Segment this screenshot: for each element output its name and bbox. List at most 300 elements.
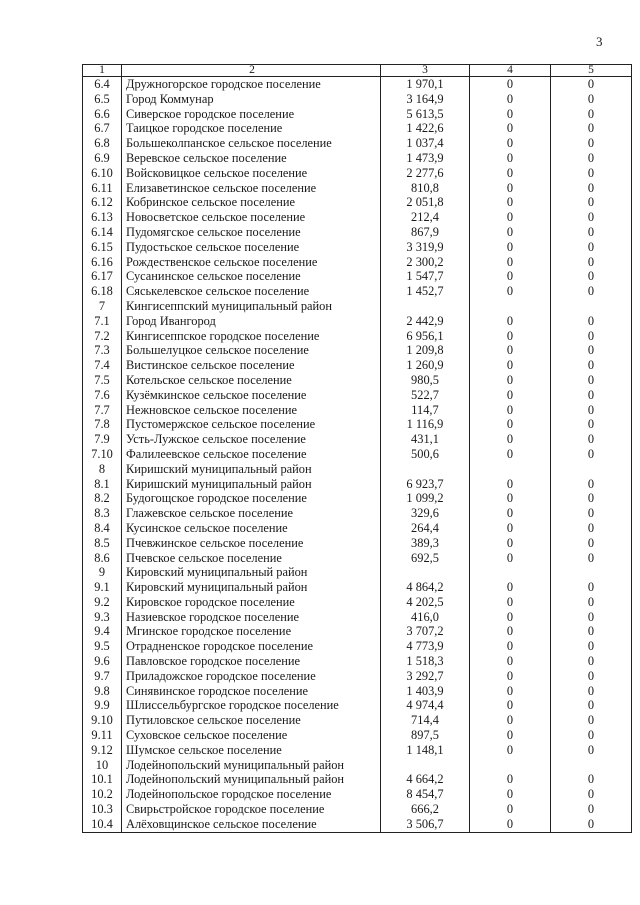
table-row xyxy=(83,358,632,373)
settlement-name: Свирьстройское городское поселение xyxy=(122,802,381,817)
amount: 8 454,7 xyxy=(381,787,470,802)
col4-value: 0 xyxy=(470,210,551,225)
table-row xyxy=(83,698,632,713)
col5-value: 0 xyxy=(551,802,632,817)
amount: 714,4 xyxy=(381,713,470,728)
col5-value xyxy=(551,758,632,773)
settlement-name: Кировский муниципальный район xyxy=(122,580,381,595)
row-number: 7 xyxy=(83,299,122,314)
col5-value: 0 xyxy=(551,595,632,610)
table-row xyxy=(83,195,632,210)
amount: 4 864,2 xyxy=(381,580,470,595)
col4-value: 0 xyxy=(470,743,551,758)
amount: 692,5 xyxy=(381,551,470,566)
table-row xyxy=(83,92,632,107)
row-number: 7.5 xyxy=(83,373,122,388)
settlement-name: Будогощское городское поселение xyxy=(122,491,381,506)
row-number: 10.1 xyxy=(83,772,122,787)
table-row xyxy=(83,491,632,506)
table-row xyxy=(83,624,632,639)
row-number: 7.3 xyxy=(83,343,122,358)
row-number: 6.5 xyxy=(83,92,122,107)
row-number: 6.11 xyxy=(83,181,122,196)
col4-value: 0 xyxy=(470,343,551,358)
table-row xyxy=(83,758,632,773)
amount: 2 300,2 xyxy=(381,255,470,270)
amount: 389,3 xyxy=(381,536,470,551)
table-row xyxy=(83,580,632,595)
table-row xyxy=(83,136,632,151)
table-row xyxy=(83,284,632,299)
col4-value: 0 xyxy=(470,403,551,418)
amount xyxy=(381,462,470,477)
table-row xyxy=(83,107,632,122)
header-col-1: 1 xyxy=(83,65,122,77)
col4-value: 0 xyxy=(470,240,551,255)
col5-value: 0 xyxy=(551,225,632,240)
col5-value: 0 xyxy=(551,447,632,462)
settlement-name: Глажевское сельское поселение xyxy=(122,506,381,521)
settlement-name: Путиловское сельское поселение xyxy=(122,713,381,728)
settlement-name: Котельское сельское поселение xyxy=(122,373,381,388)
row-number: 8 xyxy=(83,462,122,477)
col4-value xyxy=(470,565,551,580)
col5-value: 0 xyxy=(551,669,632,684)
col5-value: 0 xyxy=(551,787,632,802)
settlement-name: Кингисеппское городское поселение xyxy=(122,329,381,344)
settlement-name: Синявинское городское поселение xyxy=(122,684,381,699)
row-number: 7.8 xyxy=(83,417,122,432)
amount: 264,4 xyxy=(381,521,470,536)
row-number: 6.9 xyxy=(83,151,122,166)
col4-value: 0 xyxy=(470,269,551,284)
col5-value: 0 xyxy=(551,432,632,447)
settlement-name: Лодейнопольский муниципальный район xyxy=(122,758,381,773)
row-number: 7.10 xyxy=(83,447,122,462)
row-number: 7.2 xyxy=(83,329,122,344)
settlement-name: Сяськелевское сельское поселение xyxy=(122,284,381,299)
col5-value: 0 xyxy=(551,551,632,566)
row-number: 9.1 xyxy=(83,580,122,595)
settlement-name: Новосветское сельское поселение xyxy=(122,210,381,225)
col5-value: 0 xyxy=(551,284,632,299)
settlement-name: Сусанинское сельское поселение xyxy=(122,269,381,284)
col5-value: 0 xyxy=(551,580,632,595)
table-row xyxy=(83,639,632,654)
col5-value: 0 xyxy=(551,181,632,196)
settlement-name: Шумское сельское поселение xyxy=(122,743,381,758)
col4-value: 0 xyxy=(470,506,551,521)
row-number: 10.3 xyxy=(83,802,122,817)
amount: 431,1 xyxy=(381,432,470,447)
table-header-row xyxy=(83,65,632,77)
settlement-name: Большеколпанское сельское поселение xyxy=(122,136,381,151)
amount: 1 148,1 xyxy=(381,743,470,758)
amount: 1 518,3 xyxy=(381,654,470,669)
amount: 2 277,6 xyxy=(381,166,470,181)
settlement-name: Алёховщинское сельское поселение xyxy=(122,817,381,832)
col4-value xyxy=(470,299,551,314)
table-row xyxy=(83,432,632,447)
col4-value: 0 xyxy=(470,432,551,447)
amount: 212,4 xyxy=(381,210,470,225)
settlement-name: Кингисеппский муниципальный район xyxy=(122,299,381,314)
header-col-3: 3 xyxy=(381,65,470,77)
col4-value: 0 xyxy=(470,181,551,196)
settlement-name: Отрадненское городское поселение xyxy=(122,639,381,654)
col5-value: 0 xyxy=(551,403,632,418)
row-number: 9.5 xyxy=(83,639,122,654)
col4-value xyxy=(470,462,551,477)
amount: 867,9 xyxy=(381,225,470,240)
table-row xyxy=(83,521,632,536)
settlement-name: Кусинское сельское поселение xyxy=(122,521,381,536)
col5-value: 0 xyxy=(551,713,632,728)
row-number: 6.13 xyxy=(83,210,122,225)
col5-value: 0 xyxy=(551,639,632,654)
col4-value: 0 xyxy=(470,772,551,787)
col5-value: 0 xyxy=(551,417,632,432)
settlement-name: Киришский муниципальный район xyxy=(122,477,381,492)
amount: 6 923,7 xyxy=(381,477,470,492)
col4-value: 0 xyxy=(470,595,551,610)
row-number: 9.4 xyxy=(83,624,122,639)
col5-value: 0 xyxy=(551,491,632,506)
col4-value: 0 xyxy=(470,358,551,373)
table-row xyxy=(83,299,632,314)
amount: 6 956,1 xyxy=(381,329,470,344)
table-row xyxy=(83,787,632,802)
col4-value: 0 xyxy=(470,92,551,107)
row-number: 9.7 xyxy=(83,669,122,684)
settlement-name: Таицкое городское поселение xyxy=(122,121,381,136)
table-row xyxy=(83,403,632,418)
amount: 2 442,9 xyxy=(381,314,470,329)
table-row xyxy=(83,551,632,566)
col5-value: 0 xyxy=(551,610,632,625)
settlement-name: Пчевское сельское поселение xyxy=(122,551,381,566)
amount: 1 422,6 xyxy=(381,121,470,136)
table-row xyxy=(83,255,632,270)
settlement-name: Лодейнопольское городское поселение xyxy=(122,787,381,802)
row-number: 10.2 xyxy=(83,787,122,802)
col4-value: 0 xyxy=(470,388,551,403)
table-row xyxy=(83,684,632,699)
col5-value: 0 xyxy=(551,521,632,536)
row-number: 9.12 xyxy=(83,743,122,758)
amount: 3 506,7 xyxy=(381,817,470,832)
header-col-2: 2 xyxy=(122,65,381,77)
table-row xyxy=(83,506,632,521)
col5-value: 0 xyxy=(551,151,632,166)
row-number: 6.18 xyxy=(83,284,122,299)
col5-value: 0 xyxy=(551,373,632,388)
data-table xyxy=(82,64,632,833)
amount: 980,5 xyxy=(381,373,470,388)
col4-value: 0 xyxy=(470,624,551,639)
col4-value: 0 xyxy=(470,373,551,388)
col4-value: 0 xyxy=(470,698,551,713)
amount: 3 292,7 xyxy=(381,669,470,684)
amount: 810,8 xyxy=(381,181,470,196)
table-row xyxy=(83,225,632,240)
table-body xyxy=(83,65,632,833)
col4-value xyxy=(470,758,551,773)
col4-value: 0 xyxy=(470,195,551,210)
settlement-name: Город Коммунар xyxy=(122,92,381,107)
col5-value: 0 xyxy=(551,166,632,181)
col5-value: 0 xyxy=(551,358,632,373)
header-col-5: 5 xyxy=(551,65,632,77)
row-number: 6.4 xyxy=(83,77,122,92)
row-number: 7.6 xyxy=(83,388,122,403)
row-number: 9.8 xyxy=(83,684,122,699)
col4-value: 0 xyxy=(470,107,551,122)
settlement-name: Сиверское городское поселение xyxy=(122,107,381,122)
amount: 1 209,8 xyxy=(381,343,470,358)
settlement-name: Рождественское сельское поселение xyxy=(122,255,381,270)
table-row xyxy=(83,728,632,743)
table-row xyxy=(83,151,632,166)
table-row xyxy=(83,536,632,551)
settlement-name: Кобринское сельское поселение xyxy=(122,195,381,210)
col5-value: 0 xyxy=(551,506,632,521)
table-row xyxy=(83,713,632,728)
settlement-name: Большелуцкое сельское поселение xyxy=(122,343,381,358)
col5-value: 0 xyxy=(551,77,632,92)
col4-value: 0 xyxy=(470,654,551,669)
col4-value: 0 xyxy=(470,536,551,551)
settlement-name: Веревское сельское поселение xyxy=(122,151,381,166)
row-number: 7.1 xyxy=(83,314,122,329)
col5-value: 0 xyxy=(551,772,632,787)
amount xyxy=(381,299,470,314)
table-row xyxy=(83,343,632,358)
row-number: 9.6 xyxy=(83,654,122,669)
settlement-name: Войсковицкое сельское поселение xyxy=(122,166,381,181)
amount: 416,0 xyxy=(381,610,470,625)
amount xyxy=(381,758,470,773)
col4-value: 0 xyxy=(470,225,551,240)
table-row xyxy=(83,477,632,492)
settlement-name: Назиевское городское поселение xyxy=(122,610,381,625)
col5-value: 0 xyxy=(551,121,632,136)
col4-value: 0 xyxy=(470,136,551,151)
row-number: 6.10 xyxy=(83,166,122,181)
amount: 1 970,1 xyxy=(381,77,470,92)
amount: 1 099,2 xyxy=(381,491,470,506)
row-number: 9.9 xyxy=(83,698,122,713)
settlement-name: Киришский муниципальный район xyxy=(122,462,381,477)
amount: 1 116,9 xyxy=(381,417,470,432)
table-row xyxy=(83,565,632,580)
col5-value: 0 xyxy=(551,195,632,210)
table-row xyxy=(83,314,632,329)
amount: 4 974,4 xyxy=(381,698,470,713)
table-row xyxy=(83,373,632,388)
amount: 5 613,5 xyxy=(381,107,470,122)
settlement-name: Вистинское сельское поселение xyxy=(122,358,381,373)
col5-value: 0 xyxy=(551,269,632,284)
col4-value: 0 xyxy=(470,580,551,595)
row-number: 9 xyxy=(83,565,122,580)
col5-value: 0 xyxy=(551,240,632,255)
amount: 1 037,4 xyxy=(381,136,470,151)
row-number: 8.2 xyxy=(83,491,122,506)
table-row xyxy=(83,210,632,225)
row-number: 7.4 xyxy=(83,358,122,373)
col5-value: 0 xyxy=(551,329,632,344)
amount: 3 707,2 xyxy=(381,624,470,639)
settlement-name: Елизаветинское сельское поселение xyxy=(122,181,381,196)
settlement-name: Пудостьское сельское поселение xyxy=(122,240,381,255)
settlement-name: Город Ивангород xyxy=(122,314,381,329)
col5-value: 0 xyxy=(551,536,632,551)
settlement-name: Кузёмкинское сельское поселение xyxy=(122,388,381,403)
col5-value: 0 xyxy=(551,388,632,403)
col5-value: 0 xyxy=(551,743,632,758)
table-row xyxy=(83,802,632,817)
page-number: 3 xyxy=(596,34,603,49)
amount: 1 547,7 xyxy=(381,269,470,284)
col4-value: 0 xyxy=(470,787,551,802)
row-number: 9.2 xyxy=(83,595,122,610)
amount: 1 260,9 xyxy=(381,358,470,373)
col4-value: 0 xyxy=(470,447,551,462)
table-row xyxy=(83,329,632,344)
col4-value: 0 xyxy=(470,329,551,344)
row-number: 6.7 xyxy=(83,121,122,136)
settlement-name: Нежновское сельское поселение xyxy=(122,403,381,418)
settlement-name: Приладожское городское поселение xyxy=(122,669,381,684)
row-number: 6.15 xyxy=(83,240,122,255)
amount: 500,6 xyxy=(381,447,470,462)
col5-value: 0 xyxy=(551,698,632,713)
row-number: 6.14 xyxy=(83,225,122,240)
settlement-name: Павловское городское поселение xyxy=(122,654,381,669)
table-row xyxy=(83,772,632,787)
table-row xyxy=(83,417,632,432)
settlement-name: Дружногорское городское поселение xyxy=(122,77,381,92)
amount: 1 403,9 xyxy=(381,684,470,699)
col5-value: 0 xyxy=(551,314,632,329)
row-number: 9.3 xyxy=(83,610,122,625)
col5-value: 0 xyxy=(551,210,632,225)
col4-value: 0 xyxy=(470,802,551,817)
col4-value: 0 xyxy=(470,417,551,432)
col4-value: 0 xyxy=(470,684,551,699)
row-number: 10.4 xyxy=(83,817,122,832)
settlement-name: Лодейнопольский муниципальный район xyxy=(122,772,381,787)
table-row xyxy=(83,121,632,136)
col5-value: 0 xyxy=(551,107,632,122)
col5-value xyxy=(551,462,632,477)
col4-value: 0 xyxy=(470,551,551,566)
amount: 4 202,5 xyxy=(381,595,470,610)
settlement-name: Пустомержское сельское поселение xyxy=(122,417,381,432)
col4-value: 0 xyxy=(470,166,551,181)
row-number: 7.7 xyxy=(83,403,122,418)
col5-value: 0 xyxy=(551,654,632,669)
row-number: 8.5 xyxy=(83,536,122,551)
row-number: 6.16 xyxy=(83,255,122,270)
settlement-name: Суховское сельское поселение xyxy=(122,728,381,743)
col4-value: 0 xyxy=(470,284,551,299)
col5-value: 0 xyxy=(551,136,632,151)
amount: 2 051,8 xyxy=(381,195,470,210)
table-row xyxy=(83,269,632,284)
table-row xyxy=(83,817,632,832)
row-number: 6.12 xyxy=(83,195,122,210)
settlement-name: Кировский муниципальный район xyxy=(122,565,381,580)
col5-value: 0 xyxy=(551,92,632,107)
amount: 4 664,2 xyxy=(381,772,470,787)
row-number: 6.6 xyxy=(83,107,122,122)
col5-value: 0 xyxy=(551,624,632,639)
col4-value: 0 xyxy=(470,255,551,270)
col4-value: 0 xyxy=(470,669,551,684)
row-number: 9.11 xyxy=(83,728,122,743)
amount: 666,2 xyxy=(381,802,470,817)
header-col-4: 4 xyxy=(470,65,551,77)
col5-value: 0 xyxy=(551,477,632,492)
amount xyxy=(381,565,470,580)
col4-value: 0 xyxy=(470,728,551,743)
table-row xyxy=(83,462,632,477)
settlement-name: Кировское городское поселение xyxy=(122,595,381,610)
amount: 329,6 xyxy=(381,506,470,521)
row-number: 9.10 xyxy=(83,713,122,728)
table-row xyxy=(83,654,632,669)
table-row xyxy=(83,388,632,403)
col4-value: 0 xyxy=(470,491,551,506)
col5-value: 0 xyxy=(551,728,632,743)
row-number: 8.3 xyxy=(83,506,122,521)
table-row xyxy=(83,447,632,462)
settlement-name: Шлиссельбургское городское поселение xyxy=(122,698,381,713)
amount: 114,7 xyxy=(381,403,470,418)
col4-value: 0 xyxy=(470,713,551,728)
col5-value: 0 xyxy=(551,817,632,832)
col4-value: 0 xyxy=(470,639,551,654)
col4-value: 0 xyxy=(470,314,551,329)
col5-value: 0 xyxy=(551,684,632,699)
amount: 1 452,7 xyxy=(381,284,470,299)
amount: 3 164,9 xyxy=(381,92,470,107)
amount: 897,5 xyxy=(381,728,470,743)
col4-value: 0 xyxy=(470,77,551,92)
table-row xyxy=(83,181,632,196)
col5-value xyxy=(551,565,632,580)
col4-value: 0 xyxy=(470,151,551,166)
col4-value: 0 xyxy=(470,817,551,832)
col5-value: 0 xyxy=(551,343,632,358)
table-row xyxy=(83,166,632,181)
table-row xyxy=(83,669,632,684)
settlement-name: Фалилеевское сельское поселение xyxy=(122,447,381,462)
settlement-name: Пчевжинское сельское поселение xyxy=(122,536,381,551)
amount: 1 473,9 xyxy=(381,151,470,166)
col4-value: 0 xyxy=(470,610,551,625)
table-row xyxy=(83,240,632,255)
row-number: 10 xyxy=(83,758,122,773)
row-number: 6.8 xyxy=(83,136,122,151)
amount: 3 319,9 xyxy=(381,240,470,255)
row-number: 8.1 xyxy=(83,477,122,492)
row-number: 8.6 xyxy=(83,551,122,566)
row-number: 8.4 xyxy=(83,521,122,536)
row-number: 7.9 xyxy=(83,432,122,447)
